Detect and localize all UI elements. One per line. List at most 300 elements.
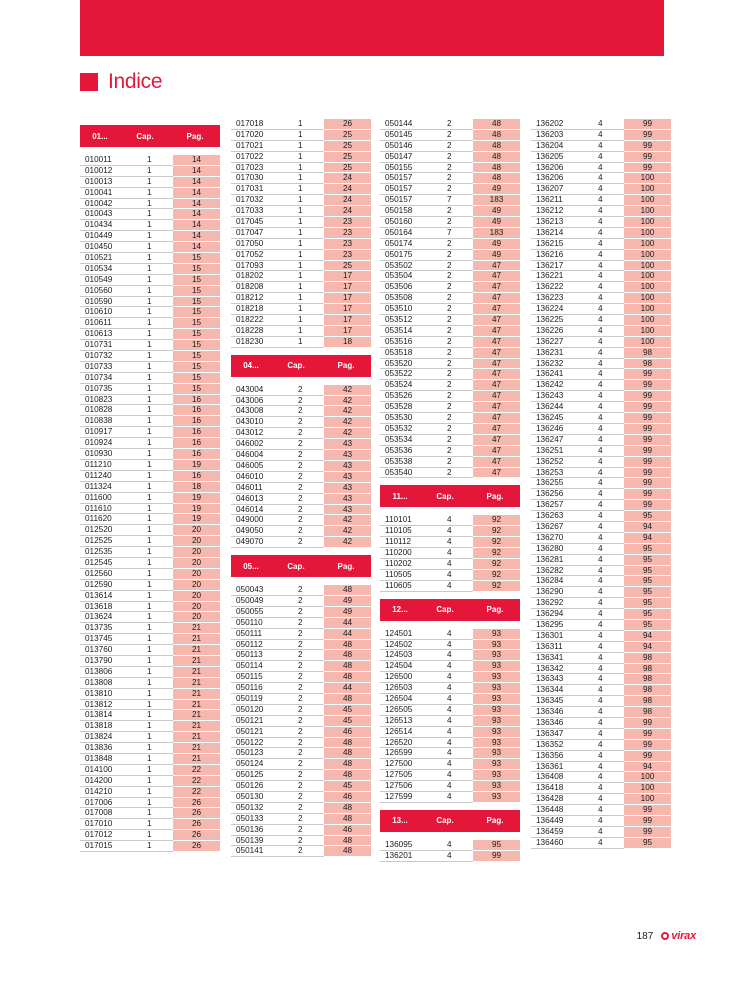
pag-cell: 100: [624, 184, 671, 195]
table-row: [380, 184, 520, 195]
cap-cell: 4: [430, 650, 473, 661]
code-cell: 136243: [531, 391, 581, 402]
code-cell: 136242: [531, 380, 581, 391]
section-header: [380, 810, 520, 832]
table-row: [80, 732, 220, 743]
table-row: [531, 250, 671, 261]
code-cell: 017033: [231, 206, 281, 217]
header-code: 05...: [243, 561, 259, 571]
pag-cell: 100: [624, 217, 671, 228]
table-row: [531, 217, 671, 228]
pag-cell: 46: [324, 825, 371, 836]
table-row: [531, 195, 671, 206]
table-row: [531, 751, 671, 762]
table-row: [380, 694, 520, 705]
cap-cell: 2: [281, 814, 324, 825]
pag-cell: 93: [473, 661, 520, 672]
cap-cell: 2: [281, 618, 324, 629]
brand-name: virax: [671, 930, 696, 942]
cap-cell: 2: [430, 184, 473, 195]
code-cell: 013812: [80, 700, 130, 711]
table-row: [531, 576, 671, 587]
section-header: [231, 355, 371, 377]
table-row: [531, 511, 671, 522]
code-cell: 136270: [531, 533, 581, 544]
code-cell: 136247: [531, 435, 581, 446]
pag-cell: 43: [324, 472, 371, 483]
pag-cell: 17: [324, 271, 371, 282]
pag-cell: 24: [324, 173, 371, 184]
cap-cell: 4: [430, 548, 473, 559]
code-cell: 013814: [80, 710, 130, 721]
cap-cell: 4: [581, 566, 624, 577]
cap-cell: 4: [581, 544, 624, 555]
code-cell: 136301: [531, 631, 581, 642]
table-row: [231, 304, 371, 315]
table-row: [531, 239, 671, 250]
code-cell: 127506: [380, 781, 430, 792]
cap-cell: 2: [281, 417, 324, 428]
code-cell: 010733: [80, 362, 130, 373]
pag-cell: 95: [473, 840, 520, 851]
header-pag: Pag.: [186, 131, 204, 141]
cap-cell: 4: [581, 261, 624, 272]
code-cell: 050055: [231, 607, 281, 618]
code-cell: 126503: [380, 683, 430, 694]
cap-cell: 1: [281, 250, 324, 261]
table-row: [531, 337, 671, 348]
code-cell: 050126: [231, 781, 281, 792]
pag-cell: 46: [324, 792, 371, 803]
table-row: [531, 620, 671, 631]
pag-cell: 47: [473, 348, 520, 359]
cap-cell: 1: [281, 326, 324, 337]
table-row: [380, 228, 520, 239]
table-row: [531, 664, 671, 675]
code-cell: 136352: [531, 740, 581, 751]
code-cell: 136245: [531, 413, 581, 424]
pag-cell: 17: [324, 282, 371, 293]
code-cell: 010828: [80, 405, 130, 416]
cap-cell: 4: [430, 716, 473, 727]
cap-cell: 1: [130, 710, 173, 721]
pag-cell: 20: [173, 602, 220, 613]
pag-cell: 99: [624, 805, 671, 816]
page-number: 187: [636, 930, 654, 942]
table-row: [231, 130, 371, 141]
cap-cell: 4: [581, 805, 624, 816]
pag-cell: 92: [473, 526, 520, 537]
pag-cell: 99: [624, 827, 671, 838]
header-code: 04...: [243, 361, 259, 371]
pag-cell: 98: [624, 674, 671, 685]
cap-cell: 1: [130, 667, 173, 678]
cap-cell: 1: [130, 830, 173, 841]
code-cell: 136361: [531, 762, 581, 773]
table-row: [380, 672, 520, 683]
code-cell: 053530: [380, 413, 430, 424]
table-row: [531, 729, 671, 740]
table-row: [231, 119, 371, 130]
code-cell: 136225: [531, 315, 581, 326]
code-cell: 126514: [380, 727, 430, 738]
code-cell: 053504: [380, 271, 430, 282]
code-cell: 046014: [231, 505, 281, 516]
section-header: [80, 125, 220, 147]
code-cell: 011210: [80, 460, 130, 471]
page-title: Indice: [108, 70, 163, 93]
table-row: [531, 838, 671, 849]
table-row: [80, 754, 220, 765]
cap-cell: 4: [581, 217, 624, 228]
pag-cell: 94: [624, 522, 671, 533]
code-cell: 136292: [531, 598, 581, 609]
table-row: [231, 526, 371, 537]
cap-cell: 2: [430, 271, 473, 282]
pag-cell: 17: [324, 293, 371, 304]
pag-cell: 19: [173, 514, 220, 525]
pag-cell: 14: [173, 209, 220, 220]
table-row: [231, 494, 371, 505]
table-row: [380, 250, 520, 261]
code-cell: 124503: [380, 650, 430, 661]
code-cell: 013824: [80, 732, 130, 743]
pag-cell: 44: [324, 618, 371, 629]
pag-cell: 20: [173, 569, 220, 580]
pag-cell: 16: [173, 405, 220, 416]
cap-cell: 4: [581, 163, 624, 174]
pag-cell: 99: [624, 468, 671, 479]
cap-cell: 2: [430, 359, 473, 370]
pag-cell: 15: [173, 362, 220, 373]
index-column-4: [531, 119, 671, 849]
cap-cell: 4: [581, 206, 624, 217]
pag-cell: 93: [473, 759, 520, 770]
pag-cell: 45: [324, 781, 371, 792]
code-cell: 050121: [231, 716, 281, 727]
table-row: [380, 315, 520, 326]
code-cell: 018222: [231, 315, 281, 326]
cap-cell: 4: [581, 184, 624, 195]
pag-cell: 15: [173, 286, 220, 297]
table-row: [231, 141, 371, 152]
cap-cell: 2: [281, 650, 324, 661]
table-row: [80, 427, 220, 438]
cap-cell: 2: [281, 428, 324, 439]
table-row: [231, 836, 371, 847]
table-row: [231, 461, 371, 472]
pag-cell: 15: [173, 351, 220, 362]
table-row: [231, 450, 371, 461]
pag-cell: 99: [624, 369, 671, 380]
cap-cell: 4: [430, 792, 473, 803]
code-cell: 050120: [231, 705, 281, 716]
pag-cell: 92: [473, 559, 520, 570]
table-row: [80, 264, 220, 275]
table-row: [380, 840, 520, 851]
pag-cell: 48: [324, 770, 371, 781]
pag-cell: 99: [624, 391, 671, 402]
pag-cell: 15: [173, 340, 220, 351]
table-row: [531, 130, 671, 141]
code-cell: 053524: [380, 380, 430, 391]
header-cap: Cap.: [136, 131, 154, 141]
table-row: [531, 424, 671, 435]
pag-cell: 93: [473, 694, 520, 705]
cap-cell: 2: [430, 380, 473, 391]
table-row: [231, 607, 371, 618]
pag-cell: 47: [473, 369, 520, 380]
cap-cell: 4: [581, 631, 624, 642]
cap-cell: 4: [581, 718, 624, 729]
code-cell: 136207: [531, 184, 581, 195]
cap-cell: 4: [430, 840, 473, 851]
pag-cell: 99: [624, 424, 671, 435]
cap-cell: 2: [281, 537, 324, 548]
pag-cell: 48: [324, 738, 371, 749]
code-cell: 050121: [231, 727, 281, 738]
cap-cell: 4: [581, 794, 624, 805]
table-row: [231, 770, 371, 781]
pag-cell: 16: [173, 427, 220, 438]
cap-cell: 4: [430, 727, 473, 738]
pag-cell: 21: [173, 732, 220, 743]
pag-cell: 47: [473, 304, 520, 315]
table-row: [531, 348, 671, 359]
code-cell: 136255: [531, 478, 581, 489]
cap-cell: 2: [281, 716, 324, 727]
table-row: [380, 526, 520, 537]
code-cell: 017093: [231, 261, 281, 272]
table-row: [231, 228, 371, 239]
code-cell: 136202: [531, 119, 581, 130]
table-row: [380, 457, 520, 468]
pag-cell: 43: [324, 483, 371, 494]
code-cell: 050155: [380, 163, 430, 174]
table-row: [231, 505, 371, 516]
table-row: [531, 631, 671, 642]
pag-cell: 48: [324, 836, 371, 847]
cap-cell: 4: [581, 337, 624, 348]
code-cell: 110200: [380, 548, 430, 559]
cap-cell: 1: [130, 689, 173, 700]
code-cell: 046002: [231, 439, 281, 450]
table-row: [80, 297, 220, 308]
table-row: [80, 209, 220, 220]
cap-cell: 2: [281, 505, 324, 516]
table-row: [231, 650, 371, 661]
code-cell: 017050: [231, 239, 281, 250]
cap-cell: 2: [430, 119, 473, 130]
code-cell: 046004: [231, 450, 281, 461]
table-row: [80, 493, 220, 504]
code-cell: 136346: [531, 718, 581, 729]
table-row: [231, 417, 371, 428]
pag-cell: 48: [473, 119, 520, 130]
pag-cell: 95: [624, 576, 671, 587]
code-cell: 018230: [231, 337, 281, 348]
code-cell: 053540: [380, 468, 430, 479]
code-cell: 010449: [80, 231, 130, 242]
pag-cell: 99: [624, 478, 671, 489]
cap-cell: 2: [281, 385, 324, 396]
pag-cell: 22: [173, 787, 220, 798]
code-cell: 053508: [380, 293, 430, 304]
code-cell: 050043: [231, 585, 281, 596]
cap-cell: 4: [581, 250, 624, 261]
code-cell: 136213: [531, 217, 581, 228]
code-cell: 110105: [380, 526, 430, 537]
pag-cell: 48: [324, 759, 371, 770]
pag-cell: 99: [624, 729, 671, 740]
pag-cell: 183: [473, 228, 520, 239]
pag-cell: 45: [324, 716, 371, 727]
code-cell: 011620: [80, 514, 130, 525]
pag-cell: 47: [473, 282, 520, 293]
table-row: [231, 250, 371, 261]
header-code: 01...: [92, 131, 108, 141]
cap-cell: 2: [430, 348, 473, 359]
table-row: [380, 271, 520, 282]
pag-cell: 43: [324, 461, 371, 472]
table-row: [531, 740, 671, 751]
pag-cell: 20: [173, 612, 220, 623]
code-cell: 046005: [231, 461, 281, 472]
pag-cell: 42: [324, 515, 371, 526]
header-pag: Pag.: [486, 491, 504, 501]
cap-cell: 4: [581, 609, 624, 620]
pag-cell: 20: [173, 558, 220, 569]
cap-cell: 2: [281, 781, 324, 792]
pag-cell: 25: [324, 261, 371, 272]
pag-cell: 49: [473, 206, 520, 217]
table-row: [231, 152, 371, 163]
code-cell: 018212: [231, 293, 281, 304]
table-row: [531, 522, 671, 533]
pag-cell: 98: [624, 359, 671, 370]
code-cell: 010521: [80, 253, 130, 264]
table-row: [380, 781, 520, 792]
cap-cell: 4: [581, 173, 624, 184]
cap-cell: 1: [281, 337, 324, 348]
pag-cell: 26: [173, 819, 220, 830]
cap-cell: 1: [130, 547, 173, 558]
table-row: [80, 351, 220, 362]
code-cell: 012560: [80, 569, 130, 580]
pag-cell: 44: [324, 629, 371, 640]
code-cell: 018208: [231, 282, 281, 293]
cap-cell: 1: [130, 558, 173, 569]
pag-cell: 98: [624, 664, 671, 675]
cap-cell: 2: [281, 825, 324, 836]
table-row: [531, 783, 671, 794]
table-row: [231, 727, 371, 738]
cap-cell: 4: [581, 369, 624, 380]
code-cell: 136227: [531, 337, 581, 348]
table-row: [80, 362, 220, 373]
cap-cell: 1: [130, 177, 173, 188]
cap-cell: 4: [581, 696, 624, 707]
pag-cell: 21: [173, 754, 220, 765]
cap-cell: 4: [430, 672, 473, 683]
pag-cell: 17: [324, 326, 371, 337]
table-row: [531, 293, 671, 304]
pag-cell: 16: [173, 416, 220, 427]
code-cell: 010917: [80, 427, 130, 438]
pag-cell: 95: [624, 587, 671, 598]
cap-cell: 1: [130, 340, 173, 351]
cap-cell: 2: [281, 738, 324, 749]
table-row: [231, 439, 371, 450]
cap-cell: 2: [430, 163, 473, 174]
table-row: [231, 396, 371, 407]
code-cell: 136246: [531, 424, 581, 435]
pag-cell: 99: [624, 152, 671, 163]
pag-cell: 49: [473, 184, 520, 195]
table-row: [80, 199, 220, 210]
pag-cell: 21: [173, 667, 220, 678]
cap-cell: 1: [281, 261, 324, 272]
code-cell: 017045: [231, 217, 281, 228]
cap-cell: 1: [130, 493, 173, 504]
code-cell: 053522: [380, 369, 430, 380]
code-cell: 043004: [231, 385, 281, 396]
cap-cell: 2: [281, 596, 324, 607]
table-row: [80, 275, 220, 286]
code-cell: 050164: [380, 228, 430, 239]
code-cell: 124501: [380, 629, 430, 640]
code-cell: 018202: [231, 271, 281, 282]
table-row: [531, 794, 671, 805]
cap-cell: 1: [130, 460, 173, 471]
code-cell: 017012: [80, 830, 130, 841]
table-row: [231, 163, 371, 174]
cap-cell: 2: [281, 759, 324, 770]
pag-cell: 48: [324, 640, 371, 651]
code-cell: 017023: [231, 163, 281, 174]
pag-cell: 21: [173, 700, 220, 711]
cap-cell: 1: [130, 819, 173, 830]
cap-cell: 1: [281, 173, 324, 184]
table-row: [531, 435, 671, 446]
table-row: [380, 217, 520, 228]
table-row: [380, 413, 520, 424]
cap-cell: 4: [581, 152, 624, 163]
code-cell: 013836: [80, 743, 130, 754]
table-row: [531, 315, 671, 326]
pag-cell: 100: [624, 239, 671, 250]
pag-cell: 99: [624, 402, 671, 413]
header-cap: Cap.: [436, 816, 454, 826]
table-row: [80, 765, 220, 776]
table-row: [380, 337, 520, 348]
cap-cell: 4: [581, 130, 624, 141]
pag-cell: 47: [473, 359, 520, 370]
pag-cell: 14: [173, 242, 220, 253]
table-row: [80, 242, 220, 253]
pag-cell: 100: [624, 173, 671, 184]
pag-cell: 100: [624, 282, 671, 293]
code-cell: 136280: [531, 544, 581, 555]
table-row: [531, 707, 671, 718]
code-cell: 136342: [531, 664, 581, 675]
table-row: [380, 119, 520, 130]
pag-cell: 99: [624, 413, 671, 424]
table-row: [231, 239, 371, 250]
code-cell: 017032: [231, 195, 281, 206]
pag-cell: 26: [173, 830, 220, 841]
code-cell: 050133: [231, 814, 281, 825]
